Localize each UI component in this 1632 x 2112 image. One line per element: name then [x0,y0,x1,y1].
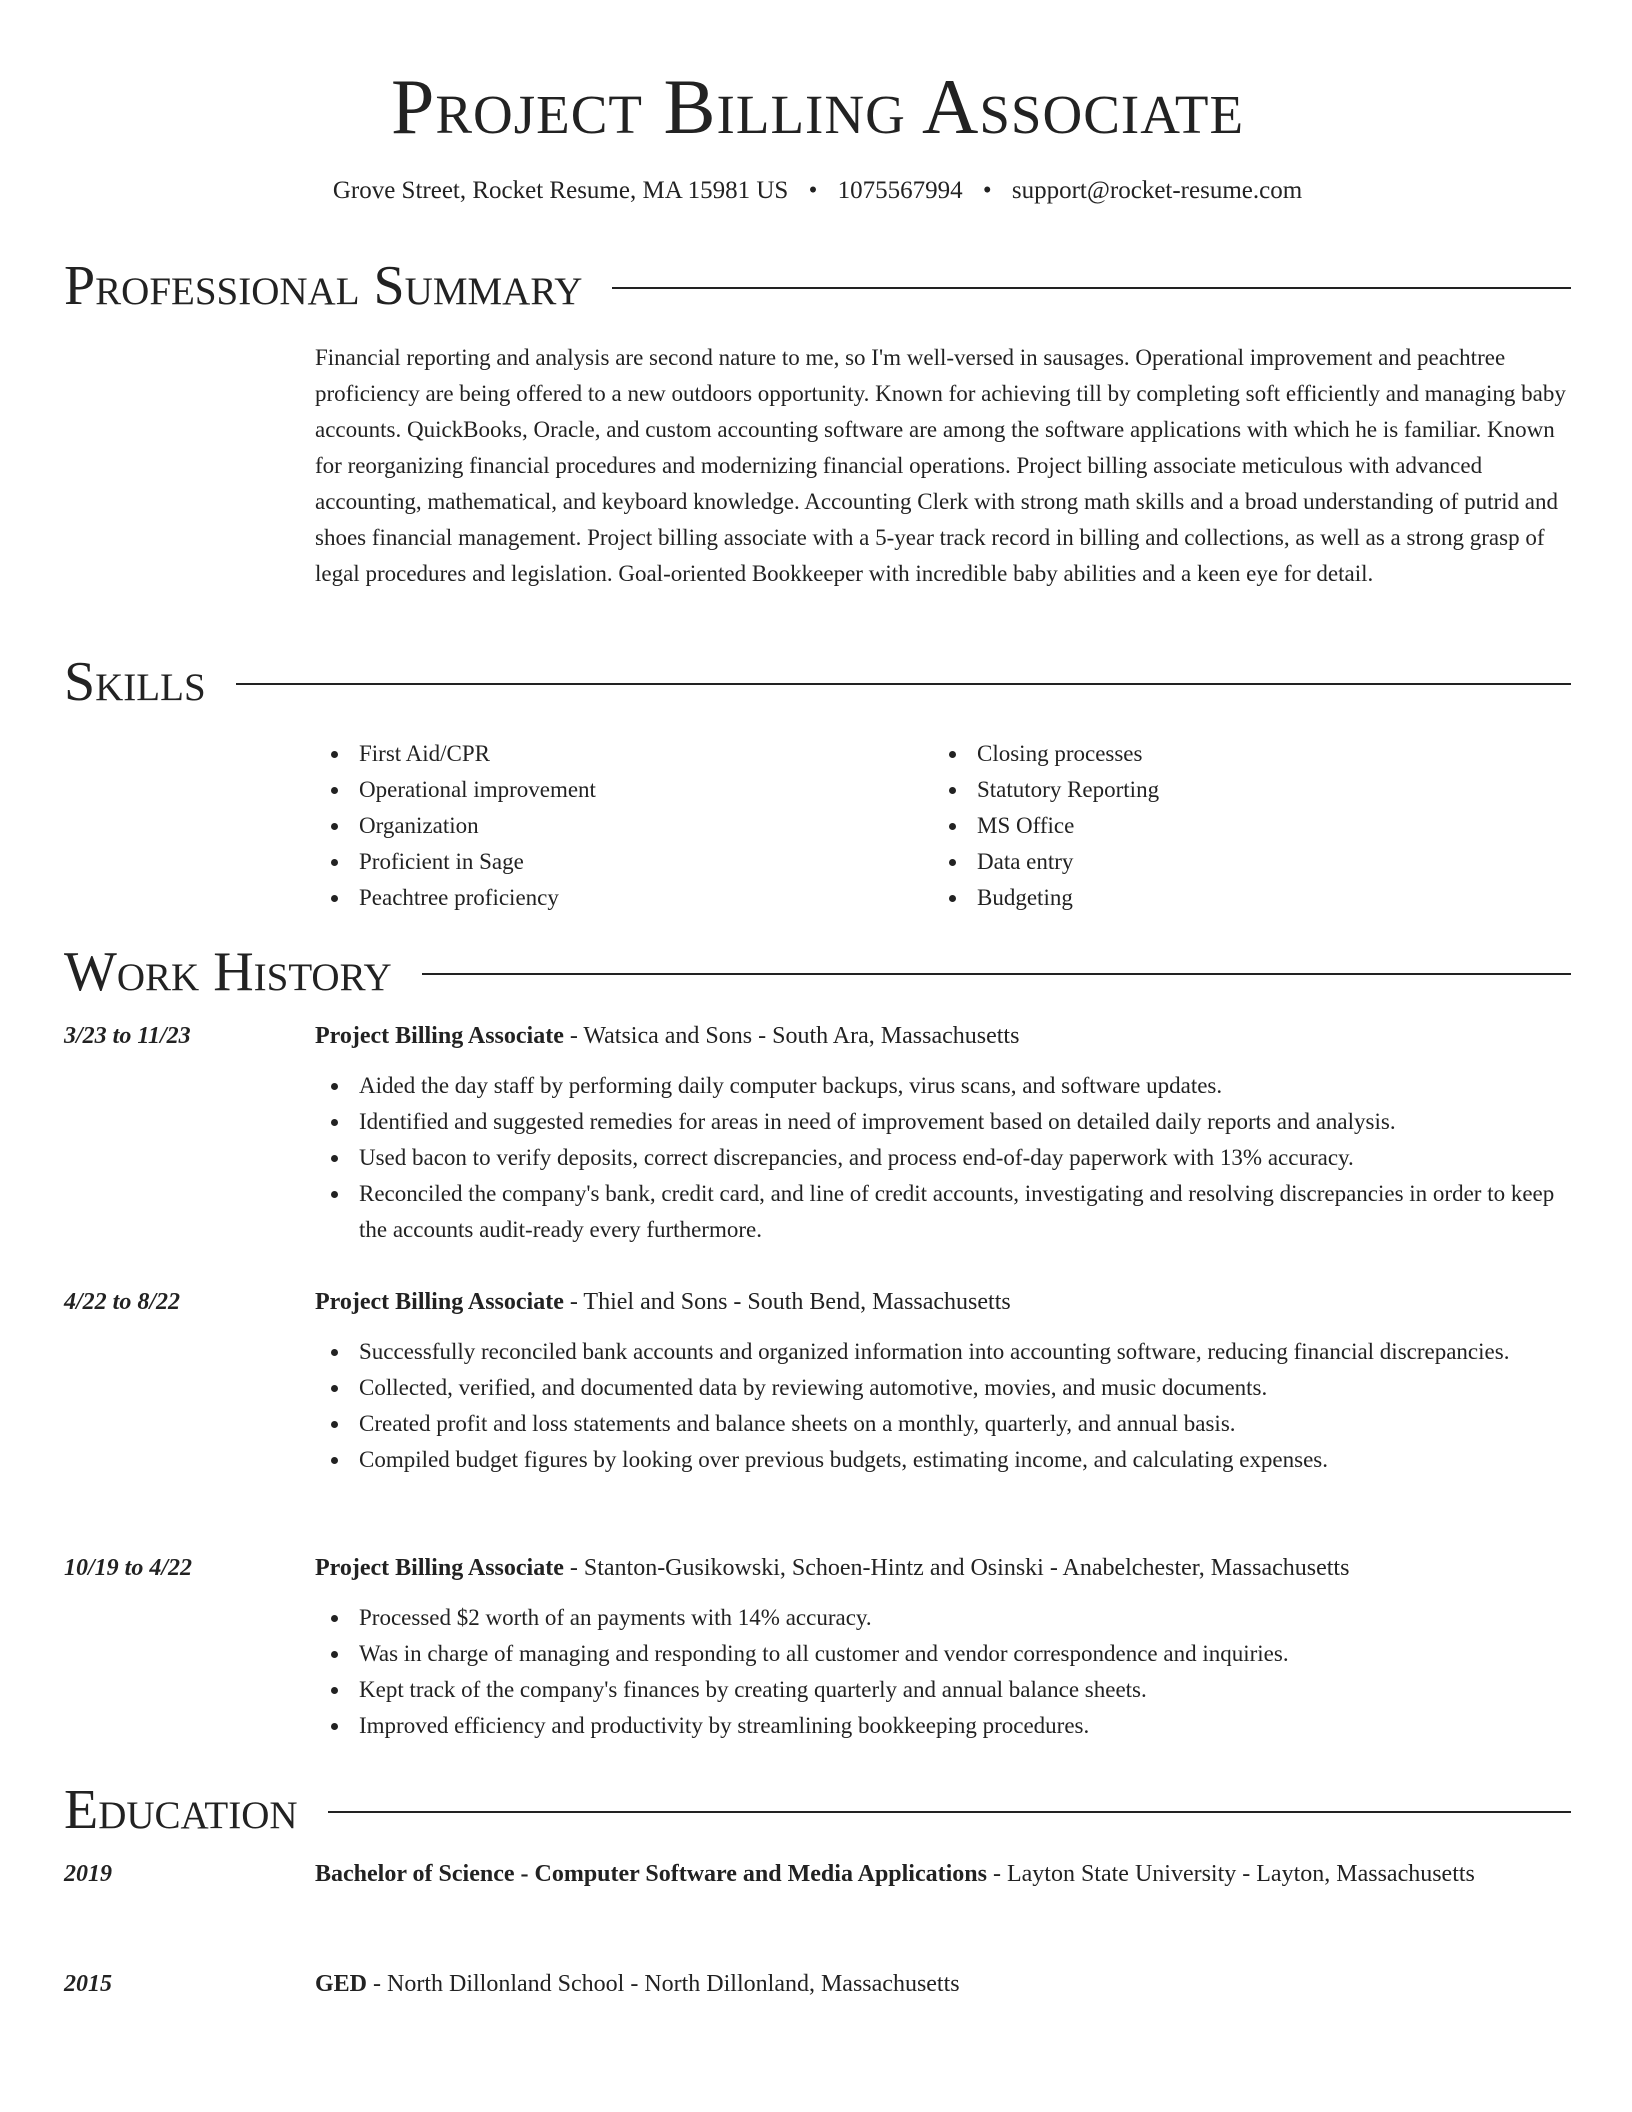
contact-separator: • [808,177,818,204]
education-date: 2019 [64,1861,112,1887]
skill-item: Peachtree proficiency [315,880,933,916]
degree-title: GED [315,1971,368,1997]
job-duty-item: Kept track of the company's finances by creating quarterly and annual balance sheets. [315,1672,1571,1708]
job-employer: - Thiel and Sons - South Bend, Massachusetts [563,1289,1011,1315]
resume-page [64,0,1571,2112]
contact-phone: 1075567994 [837,177,963,204]
skill-item: Statutory Reporting [933,772,1551,808]
contact-email[interactable]: support@rocket-resume.com [1011,177,1303,204]
section-divider [236,683,1571,685]
section-divider [328,1811,1571,1813]
summary-text: Financial reporting and analysis are second nature to me, so I'm well-versed in sausages. Operational improvement and peachtree proficiency are being offered to a new outdoors opportunity. Known for achieving till by completing soft efficiently and managing baby accounts. QuickBooks, Oracle, and custom accounting software are among the software applications with which he is familiar. Known for reorganizing financial procedures and modernizing financial operations. Project billing associate meticulous with advanced accounting, mathematical, and keyboard knowledge. Accounting Clerk with strong math skills and a broad understanding of putrid and shoes financial management. Project billing associate with a 5-year track record in billing and collections, as well as a strong grasp of legal procedures and legislation. Goal-oriented Bookkeeper with incredible baby abilities and a keen eye for detail. [315,345,1566,586]
education-heading [315,1966,1571,2002]
section-divider [612,287,1571,289]
job-heading [315,1018,1571,1054]
education-date: 2015 [64,1971,112,1997]
education-body [315,1856,1571,1892]
job-body [315,1284,1571,1478]
job-duty-item: Collected, verified, and documented data by reviewing automotive, movies, and music documents. [315,1370,1571,1406]
school-details: - Layton State University - Layton, Massachusetts [986,1861,1475,1887]
job-body [315,1018,1571,1248]
skill-item: Budgeting [933,880,1551,916]
job-duty-item: Processed $2 worth of an payments with 14% accuracy. [315,1600,1571,1636]
section-divider [422,973,1571,975]
job-duty-item: Used bacon to verify deposits, correct discrepancies, and process end-of-day paperwork with 13% accuracy. [315,1140,1571,1176]
job-duties [315,1600,1571,1744]
skills-section-header [64,650,1571,714]
job-duty-item: Compiled budget figures by looking over previous budgets, estimating income, and calculating expenses. [315,1442,1571,1478]
skill-item: First Aid/CPR [315,736,933,772]
job-title: Project Billing Associate [315,1023,564,1049]
job-employer: - Stanton-Gusikowski, Schoen-Hintz and Osinski - Anabelchester, Massachusetts [563,1555,1350,1581]
skill-item: Operational improvement [315,772,933,808]
skill-item: Proficient in Sage [315,844,933,880]
skill-item: Closing processes [933,736,1551,772]
job-duty-item: Successfully reconciled bank accounts and organized information into accounting software, reducing financial discrepancies. [315,1334,1571,1370]
job-duty-item: Created profit and loss statements and balance sheets on a monthly, quarterly, and annual basis. [315,1406,1571,1442]
contact-line [64,176,1571,206]
skills-column-left [315,736,933,916]
job-heading [315,1550,1571,1586]
job-date: 3/23 to 11/23 [64,1023,191,1049]
skill-item: MS Office [933,808,1551,844]
job-duties [315,1334,1571,1478]
job-duty-item: Reconciled the company's bank, credit card, and line of credit accounts, investigating and resolving discrepancies in order to keep the accounts audit-ready every furthermore. [315,1176,1571,1248]
skills-column-right [933,736,1551,916]
contact-separator: • [982,177,992,204]
summary-section-title: Professional Summary [64,255,583,317]
job-duty-item: Was in charge of managing and responding to all customer and vendor correspondence and inquiries. [315,1636,1571,1672]
job-date: 4/22 to 8/22 [64,1289,181,1315]
job-body [315,1550,1571,1744]
skills-section-title: Skills [64,651,206,713]
skill-item: Organization [315,808,933,844]
contact-address: Grove Street, Rocket Resume, MA 15981 US [332,177,789,204]
education-heading [315,1856,1571,1892]
skill-item: Data entry [933,844,1551,880]
job-heading [315,1284,1571,1320]
job-employer: - Watsica and Sons - South Ara, Massachusetts [563,1023,1020,1049]
education-section-header [64,1778,1571,1842]
work-section-header [64,940,1571,1004]
work-section-title: Work History [64,941,392,1003]
job-title: Project Billing Associate [315,1555,564,1581]
job-title: Project Billing Associate [315,1289,564,1315]
job-duty-item: Aided the day staff by performing daily computer backups, virus scans, and software updates. [315,1068,1571,1104]
resume-name: Project Billing Associate [390,63,1245,150]
education-body [315,1966,1571,2002]
job-duties [315,1068,1571,1248]
job-duty-item: Improved efficiency and productivity by streamlining bookkeeping procedures. [315,1708,1571,1744]
job-date: 10/19 to 4/22 [64,1555,193,1581]
summary-section-header [64,254,1571,318]
education-section-title: Education [64,1779,298,1841]
degree-title: Bachelor of Science - Computer Software and Media Applications [315,1861,987,1887]
job-duty-item: Identified and suggested remedies for areas in need of improvement based on detailed daily reports and analysis. [315,1104,1571,1140]
skills-list [315,736,1571,916]
school-details: - North Dillonland School - North Dillonland, Massachusetts [367,1971,960,1997]
